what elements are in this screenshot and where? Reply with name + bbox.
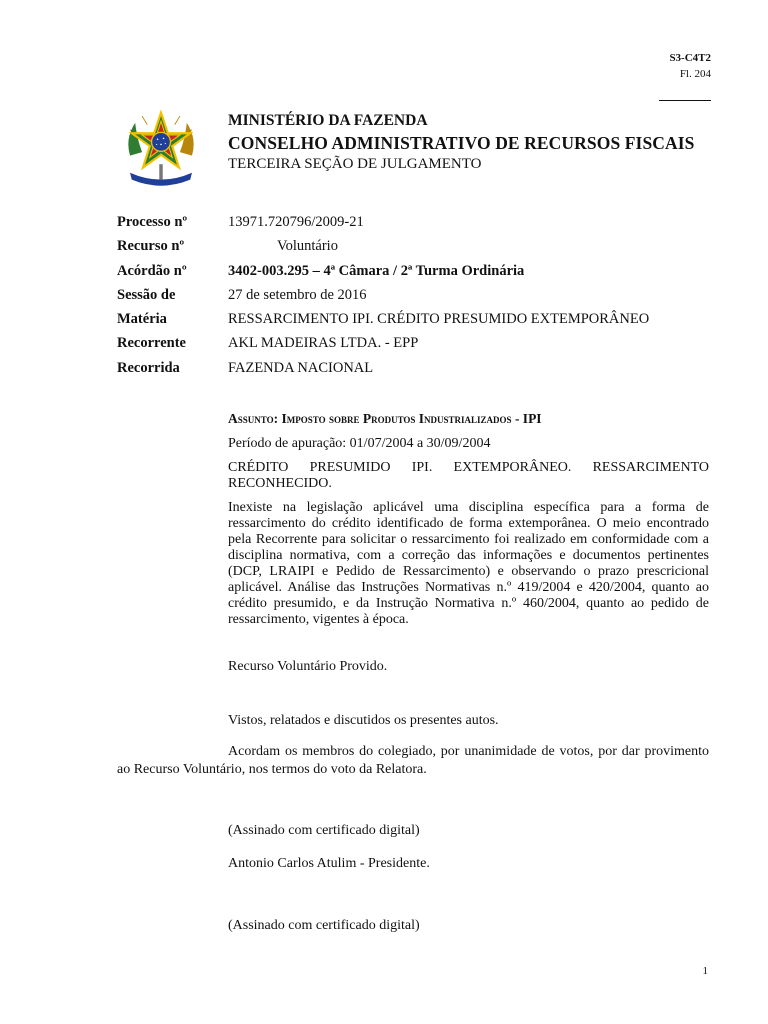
- acordam-paragraph: Acordam os membros do colegiado, por unanimidade de votos, por dar provimento ao Recurso Voluntário, nos termos do voto da Relatora.: [117, 744, 709, 777]
- recorrente-row: [117, 335, 717, 359]
- processo-value: 13971.720796/2009-21: [228, 214, 364, 230]
- sessao-label: Sessão de: [117, 286, 176, 303]
- recurso-row: [117, 238, 717, 262]
- sessao-row: [117, 287, 717, 311]
- folio-underline: [659, 100, 711, 101]
- recorrida-row: [117, 360, 717, 384]
- vistos-paragraph: Vistos, relatados e discutidos os presentes autos.: [228, 713, 499, 728]
- sessao-value: 27 de setembro de 2016: [228, 286, 367, 303]
- recurso-value: Voluntário: [277, 238, 338, 255]
- recorrente-label: Recorrente: [117, 335, 186, 352]
- coat-of-arms-icon: [118, 104, 204, 190]
- council-title: CONSELHO ADMINISTRATIVO DE RECURSOS FISCAIS: [228, 133, 695, 153]
- materia-row: [117, 311, 717, 335]
- processo-row: [117, 214, 717, 238]
- page-number: 1: [702, 965, 708, 977]
- signature-note-2: (Assinado com certificado digital): [228, 918, 420, 933]
- case-metadata: [117, 214, 717, 384]
- signature-note-1: (Assinado com certificado digital): [228, 823, 420, 838]
- materia-label: Matéria: [117, 311, 167, 328]
- recorrida-label: Recorrida: [117, 359, 180, 376]
- acordao-label: Acórdão nº: [117, 262, 187, 279]
- document-code: S3-C4T2: [669, 52, 711, 64]
- recorrente-value: AKL MADEIRAS LTDA. - EPP: [228, 335, 419, 352]
- assunto-heading: Assunto: Imposto sobre Produtos Industrializados - IPI: [228, 411, 542, 426]
- section-title: TERCEIRA SEÇÃO DE JULGAMENTO: [228, 156, 482, 172]
- ementa-result: Recurso Voluntário Provido.: [228, 659, 388, 674]
- processo-label: Processo nº: [117, 214, 188, 230]
- periodo-apuracao: Período de apuração: 01/07/2004 a 30/09/2004: [228, 436, 491, 451]
- materia-value: RESSARCIMENTO IPI. CRÉDITO PRESUMIDO EXTEMPORÂNEO: [228, 311, 650, 328]
- recorrida-value: FAZENDA NACIONAL: [228, 359, 374, 376]
- recurso-label: Recurso nº: [117, 238, 185, 255]
- acordao-value: 3402-003.295 – 4ª Câmara / 2ª Turma Ordinária: [228, 262, 525, 279]
- acordao-row: [117, 263, 717, 287]
- president-name: Antonio Carlos Atulim - Presidente.: [228, 856, 430, 871]
- ministry-title: MINISTÉRIO DA FAZENDA: [228, 112, 428, 129]
- folio-number: Fl. 204: [679, 68, 711, 80]
- ementa-body: Inexiste na legislação aplicável uma disciplina específica para a forma de ressarcimento do crédito identificado de forma extemporânea. O meio encontrado pela Recorrente para solicitar o ressarcimento foi realizado em conformidade com a disciplina normativa, com a correção das informações e documentos pertinentes (DCP, LRAIPI e Pedido de Ressarcimento) e observando o prazo prescricional aplicável. Análise das Instruções Normativas n.º 419/2004 e 420/2004, quanto ao crédito presumido, e da Instrução Normativa n.º 460/2004, quanto ao pedido de ressarcimento, vigentes à época.: [228, 500, 709, 627]
- ementa-headline: CRÉDITO PRESUMIDO IPI. EXTEMPORÂNEO. RESSARCIMENTO RECONHECIDO.: [228, 460, 709, 491]
